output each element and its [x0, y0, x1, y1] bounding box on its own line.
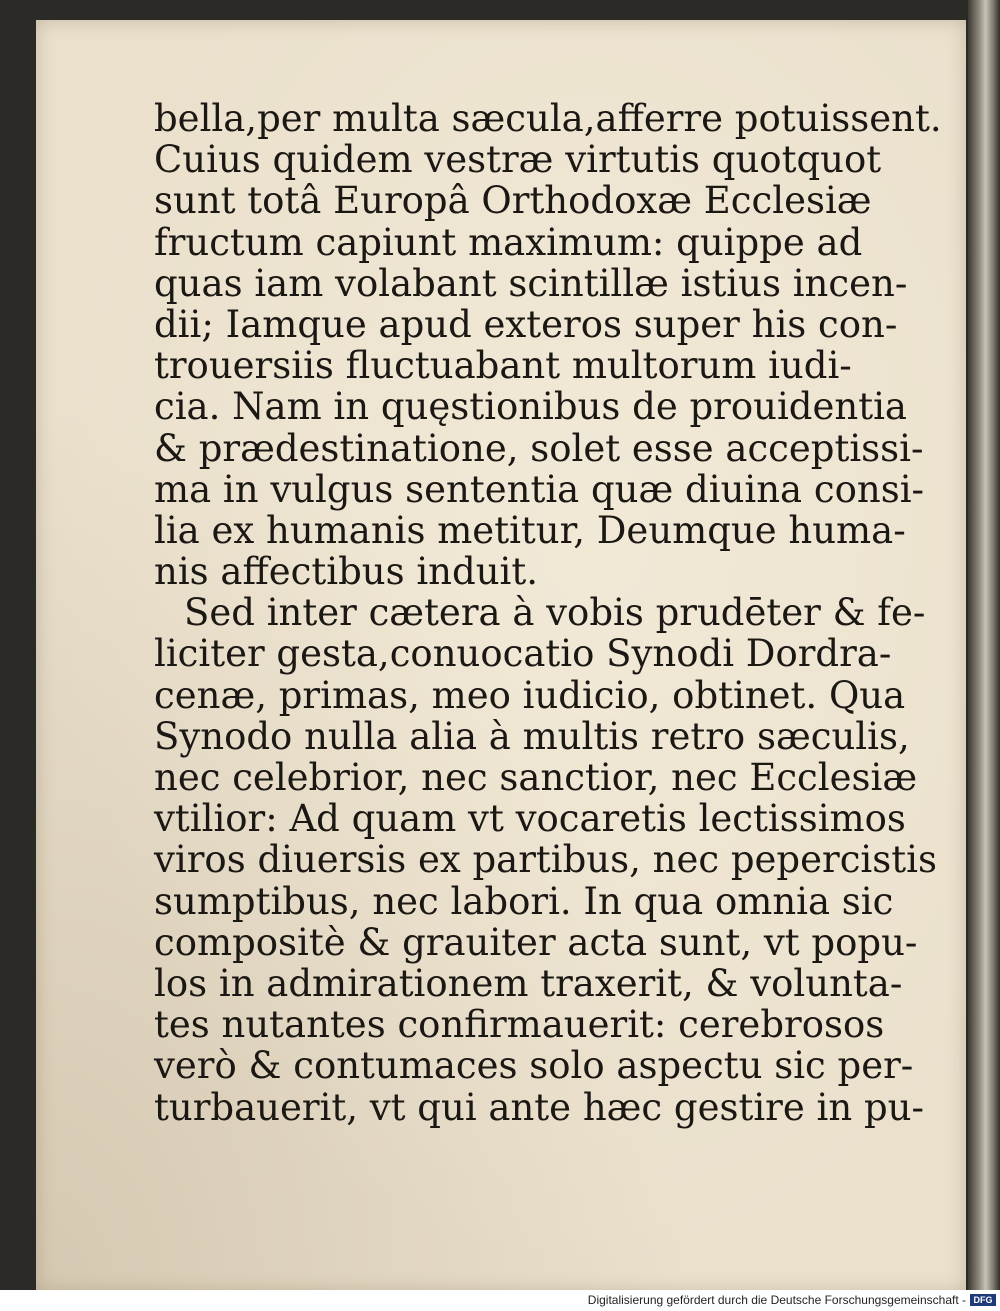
text-line: fructum capiunt maximum: quippe ad [154, 220, 863, 264]
text-line: vtilior: Ad quam vt vocaretis lectissimos [154, 797, 906, 841]
text-line: Cuius quidem vestræ virtutis quotquot [154, 138, 882, 182]
text-line: sumptibus, nec labori. In qua omnia sic [154, 879, 894, 923]
text-line: & prædestinatione, solet esse acceptissi- [154, 426, 924, 470]
text-line: tes nutantes confirmauerit: cerebrosos [154, 1003, 885, 1047]
text-line: cenæ, primas, meo iudicio, obtinet. Qua [154, 673, 906, 717]
text-line: nec celebrior, nec sanctior, nec Ecclesiæ [154, 756, 918, 799]
funding-credit: Digitalisierung gefördert durch die Deutsche Forschungsgemeinschaft - [587, 1293, 966, 1307]
text-line: ma in vulgus sententia quæ diuina consi- [154, 467, 925, 511]
text-line: compositè & grauiter acta sunt, vt popu- [154, 920, 918, 964]
text-line: cia. Nam in quęstionibus de prouidentia [154, 385, 907, 429]
text-line: viros diuersis ex partibus, nec pepercistis [154, 838, 937, 882]
text-line: trouersiis fluctuabant multorum iudi- [154, 344, 852, 388]
text-line: lia ex humanis metitur, Deumque huma- [154, 508, 906, 552]
text-line: nis affectibus induit. [154, 550, 538, 594]
book-page [36, 20, 966, 1290]
page-text [154, 97, 942, 1129]
dfg-logo: DFG [970, 1294, 996, 1306]
text-line: turbauerit, vt qui ante hæc gestire in pu- [154, 1085, 924, 1129]
digitization-footer [0, 1290, 1000, 1311]
page-edge [968, 0, 1000, 1290]
text-line: Synodo nulla alia à multis retro sæculis, [154, 714, 910, 758]
text-line: los in admirationem traxerit, & volunta- [154, 961, 903, 1005]
text-line: verò & contumaces solo aspectu sic per- [154, 1044, 914, 1088]
text-line: bella,per multa sæcula,afferre potuissent. [154, 97, 942, 140]
text-line: dii; Iamque apud exteros super his con- [154, 302, 898, 346]
text-line: quas iam volabant scintillæ istius incen- [154, 261, 908, 305]
text-line: sunt totâ Europâ Orthodoxæ Ecclesiæ [154, 179, 872, 223]
paragraph-start-line: Sed inter cætera à vobis prudēter & fe- [184, 591, 926, 635]
text-line: liciter gesta,conuocatio Synodi Dordra- [154, 632, 892, 676]
